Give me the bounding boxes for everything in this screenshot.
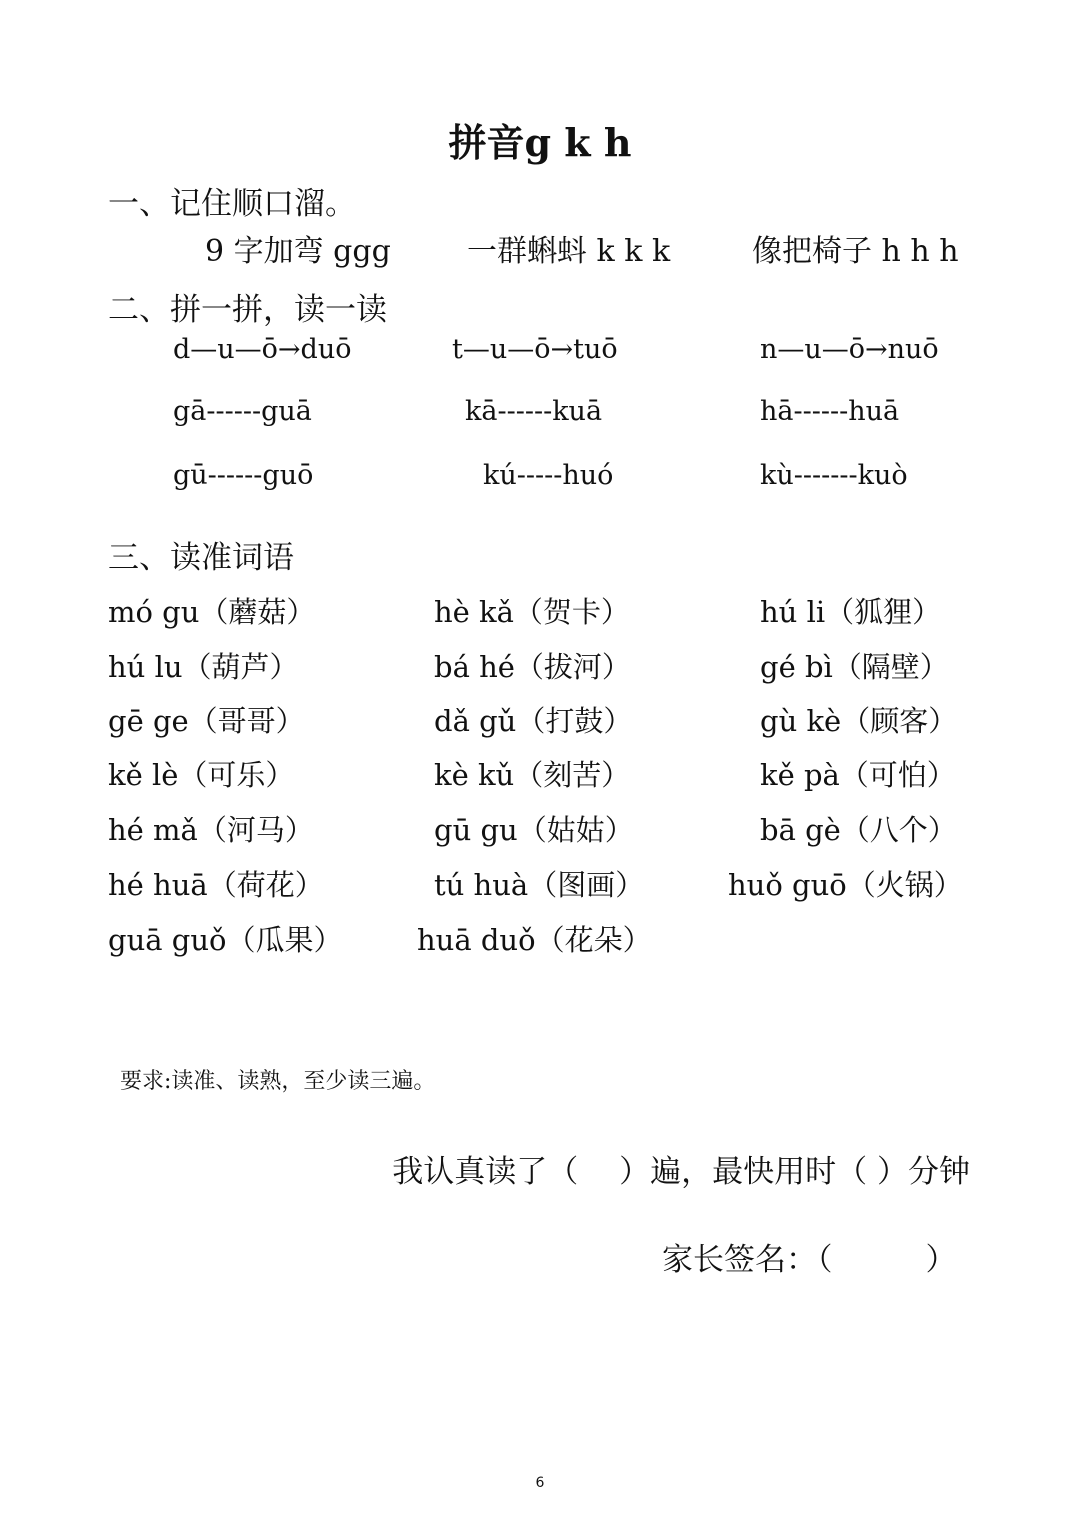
word-item: hé mǎ（河马） bbox=[108, 813, 314, 847]
word-item: gē ge（哥哥） bbox=[108, 704, 305, 738]
section-1-heading: 一、记住顺口溜。 bbox=[108, 186, 356, 222]
section-2-heading: 二、拼一拼，读一读 bbox=[108, 292, 387, 328]
spelling-item: t—u—ō→tuō bbox=[452, 334, 618, 365]
word-item: hú lu（葫芦） bbox=[108, 650, 299, 684]
reading-record: 我认真读了（ ）遍，最快用时（ ）分钟 bbox=[392, 1154, 970, 1190]
word-item: bā gè（八个） bbox=[760, 813, 957, 847]
word-item: gé bì（隔壁） bbox=[760, 650, 949, 684]
requirement-note: 要求:读准、读熟，至少读三遍。 bbox=[120, 1069, 436, 1094]
word-item: gù kè（顾客） bbox=[760, 704, 958, 738]
word-item: hè kǎ（贺卡） bbox=[434, 595, 630, 629]
spelling-item: n—u—ō→nuō bbox=[760, 334, 939, 365]
rhyme-k: 一群蝌蚪 k k k bbox=[467, 234, 671, 269]
spelling-item: gū------guō bbox=[173, 460, 314, 491]
word-item: kè kǔ（刻苦） bbox=[434, 758, 631, 792]
word-item: hú li（狐狸） bbox=[760, 595, 942, 629]
word-item: dǎ gǔ（打鼓） bbox=[434, 704, 633, 738]
word-item: huā duǒ（花朵） bbox=[417, 923, 652, 957]
page-title: 拼音g k h bbox=[448, 120, 632, 165]
spelling-item: kú-----huó bbox=[483, 460, 614, 491]
word-item: tú huà（图画） bbox=[434, 868, 645, 902]
spelling-item: hā------huā bbox=[760, 396, 900, 427]
word-item: huǒ guō（火锅） bbox=[728, 868, 963, 902]
word-item: mó gu（蘑菇） bbox=[108, 595, 316, 629]
word-item: kě pà（可怕） bbox=[760, 758, 956, 792]
spelling-item: kù-------kuò bbox=[760, 460, 908, 491]
rhyme-g: 9 字加弯 ggg bbox=[205, 234, 391, 269]
word-item: bá hé（拔河） bbox=[434, 650, 631, 684]
spelling-item: gā------guā bbox=[173, 396, 312, 427]
section-3-heading: 三、读准词语 bbox=[108, 540, 294, 576]
parent-signature: 家长签名：（ ） bbox=[662, 1242, 957, 1278]
spelling-item: d—u—ō→duō bbox=[173, 334, 352, 365]
spelling-item: kā------kuā bbox=[465, 396, 603, 427]
word-item: hé huā（荷花） bbox=[108, 868, 324, 902]
word-item: guā guǒ（瓜果） bbox=[108, 923, 343, 957]
page-number: 6 bbox=[535, 1475, 545, 1491]
rhyme-h: 像把椅子 h h h bbox=[752, 234, 959, 269]
word-item: gū gu（姑姑） bbox=[434, 813, 634, 847]
word-item: kě lè（可乐） bbox=[108, 758, 295, 792]
